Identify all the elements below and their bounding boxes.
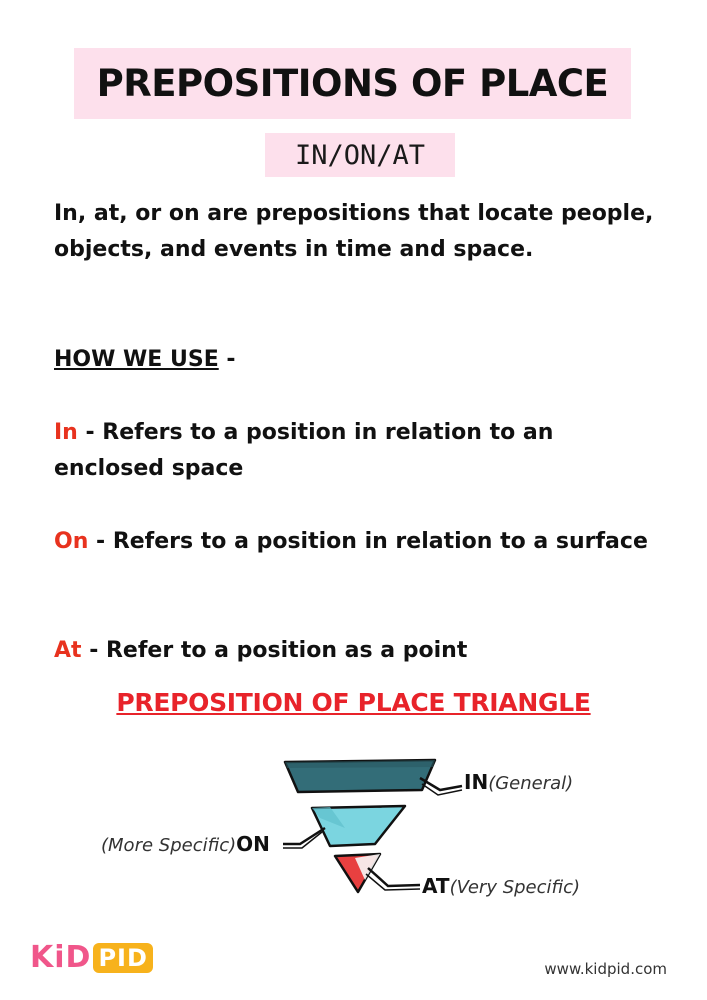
- triangle-graphic: [0, 740, 707, 920]
- label-in: [464, 770, 573, 794]
- definition-text: - Refers to a position in relation to an enclosed space: [54, 420, 554, 481]
- label-on-word: ON: [236, 832, 270, 856]
- title-banner: [74, 48, 631, 119]
- triangle-level-on: [283, 806, 405, 848]
- page-title: PREPOSITIONS OF PLACE: [96, 62, 609, 105]
- label-in-word: IN: [464, 770, 489, 794]
- definition-on: [54, 524, 654, 560]
- page-subtitle: IN/ON/AT: [294, 139, 426, 171]
- definition-in: [54, 415, 654, 487]
- triangle-level-in: [285, 760, 462, 795]
- label-on: [101, 832, 270, 856]
- how-we-use-label: HOW WE USE: [54, 347, 219, 372]
- logo-kid-text: KiD: [30, 940, 92, 975]
- how-we-use-suffix: -: [218, 347, 236, 372]
- label-in-note: (General): [488, 773, 574, 794]
- how-we-use-heading: [54, 342, 654, 378]
- definition-text: - Refer to a position as a point: [81, 638, 468, 663]
- intro-paragraph: In, at, or on are prepositions that locate people, objects, and events in time and space.: [54, 201, 654, 262]
- definition-at: [54, 633, 654, 669]
- label-on-note: (More Specific): [101, 835, 237, 856]
- site-url[interactable]: www.kidpid.com: [544, 960, 667, 978]
- triangle-title: PREPOSITION OF PLACE TRIANGLE: [116, 688, 591, 717]
- triangle-level-at: [335, 854, 420, 892]
- definition-keyword: On: [54, 529, 89, 554]
- kidpid-logo: [30, 940, 153, 975]
- preposition-triangle-diagram: [0, 740, 707, 920]
- label-at: [422, 874, 580, 898]
- label-at-note: (Very Specific): [449, 877, 581, 898]
- subtitle-banner: [265, 133, 455, 177]
- definition-keyword: In: [54, 420, 78, 445]
- definition-text: - Refers to a position in relation to a surface: [88, 529, 648, 554]
- label-at-word: AT: [422, 874, 450, 898]
- logo-pid-text: PID: [93, 943, 152, 973]
- definition-keyword: At: [54, 638, 82, 663]
